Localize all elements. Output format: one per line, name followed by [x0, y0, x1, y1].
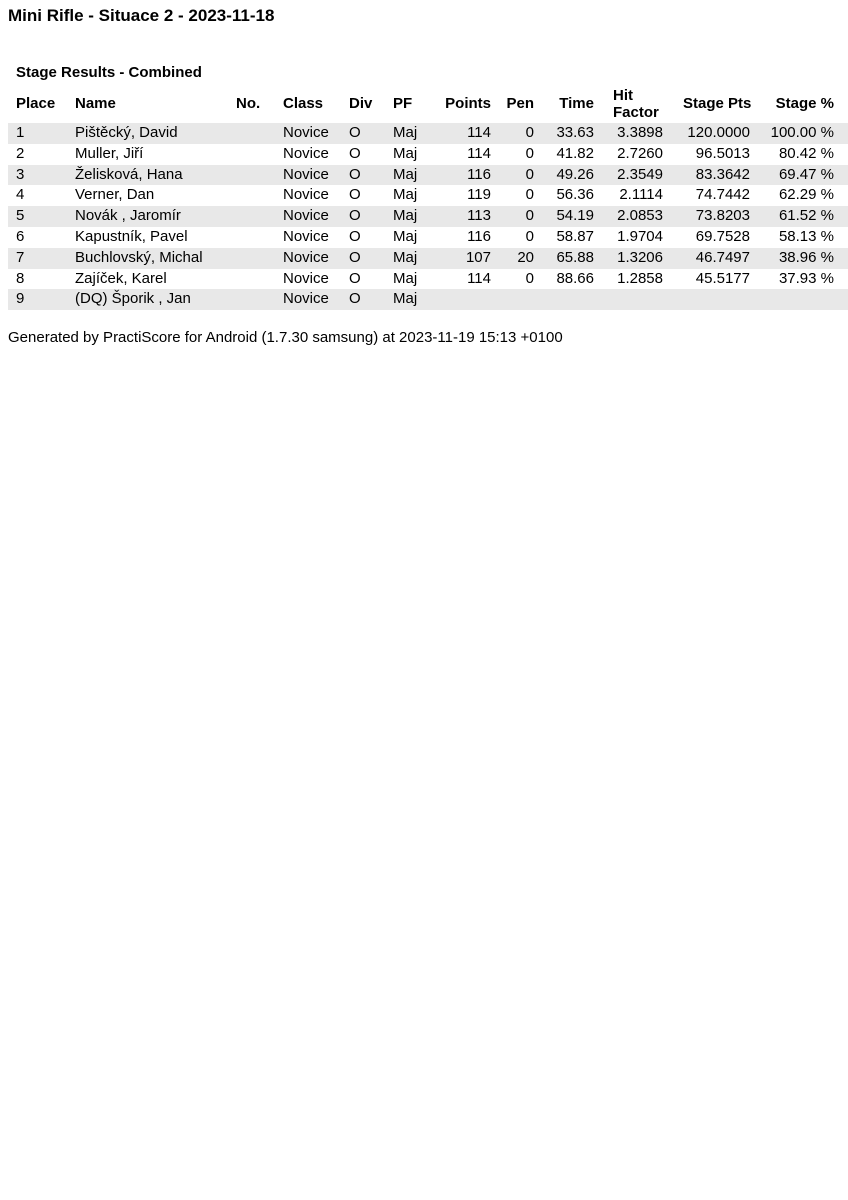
cell-name: Kapustník, Pavel: [75, 227, 188, 245]
cell-time: 49.26: [556, 165, 594, 183]
cell-stage_pts: 46.7497: [695, 248, 750, 266]
cell-place: 9: [16, 290, 25, 308]
cell-stage_pct: 100.00 %: [770, 124, 834, 141]
table-row: [8, 185, 848, 206]
cell-pen: 0: [525, 207, 534, 225]
cell-no: [228, 185, 275, 206]
cell-time: 88.66: [556, 269, 594, 287]
cell-points: 116: [467, 227, 491, 245]
cell-class: Novice: [283, 165, 329, 183]
cell-pen: 20: [517, 248, 534, 266]
cell-div: O: [349, 248, 361, 266]
cell-place: 4: [16, 186, 25, 204]
cell-hit_factor: 3.3898: [617, 124, 663, 141]
cell-no: [228, 248, 275, 269]
cell-div: O: [349, 165, 361, 183]
cell-stage_pts: 96.5013: [695, 144, 750, 162]
cell-points: [432, 289, 491, 310]
column-header-place: Place: [16, 95, 56, 113]
cell-stage_pts: 69.7528: [695, 227, 750, 245]
cell-class: Novice: [283, 290, 329, 308]
cell-pen: 0: [525, 144, 534, 162]
cell-no: [228, 227, 275, 248]
column-header-points: Points: [445, 95, 491, 113]
cell-time: 54.19: [556, 207, 594, 225]
cell-points: 119: [467, 186, 491, 204]
cell-pen: 0: [525, 227, 534, 245]
cell-stage_pts: 73.8203: [695, 207, 750, 225]
table-row: [8, 144, 848, 165]
column-header-pf: PF: [393, 95, 413, 113]
cell-name: (DQ) Šporik , Jan: [75, 290, 191, 308]
cell-points: 114: [467, 269, 491, 287]
cell-stage_pct: 61.52 %: [778, 207, 834, 225]
cell-place: 3: [16, 165, 25, 183]
table-row: [8, 227, 848, 248]
cell-stage_pct: 80.42 %: [778, 144, 834, 162]
cell-pf: Maj: [393, 269, 418, 287]
column-header-pen: Pen: [506, 95, 534, 113]
cell-place: 2: [16, 144, 25, 162]
cell-class: Novice: [283, 269, 329, 287]
column-header-div: Div: [349, 95, 373, 113]
cell-stage_pct: 37.93 %: [778, 269, 834, 287]
cell-pf: Maj: [393, 290, 418, 308]
cell-name: Novák , Jaromír: [75, 207, 181, 225]
table-row: [8, 248, 848, 269]
cell-pen: 0: [525, 124, 534, 141]
table-row: [8, 289, 848, 310]
results-page: [0, 0, 848, 346]
cell-name: Želisková, Hana: [75, 165, 183, 183]
column-header-hit-factor: Hit Factor: [613, 86, 659, 121]
cell-stage_pts: 74.7442: [695, 186, 750, 204]
cell-pf: Maj: [393, 144, 418, 162]
table-row: [8, 206, 848, 227]
cell-pen: 0: [525, 269, 534, 287]
cell-class: Novice: [283, 144, 329, 162]
cell-points: 113: [467, 207, 491, 225]
cell-points: 114: [467, 144, 491, 162]
cell-name: Pištěcký, David: [75, 124, 178, 141]
cell-hit_factor: 2.0853: [617, 207, 663, 225]
cell-place: 6: [16, 227, 25, 245]
cell-pf: Maj: [393, 248, 418, 266]
column-header-time: Time: [559, 95, 594, 113]
results-tbody: [8, 123, 848, 310]
cell-time: [534, 289, 594, 310]
column-header-stage-pct: Stage %: [775, 95, 834, 113]
table-row: [8, 123, 848, 144]
cell-name: Buchlovský, Michal: [75, 248, 203, 266]
cell-points: 107: [465, 248, 491, 266]
cell-div: O: [349, 290, 361, 308]
section-heading: Stage Results - Combined: [16, 64, 202, 81]
table-header-row: [8, 85, 848, 123]
cell-pen: [491, 289, 534, 310]
cell-place: 7: [16, 248, 25, 266]
cell-pf: Maj: [393, 227, 418, 245]
table-row: [8, 165, 848, 186]
page-title: Mini Rifle - Situace 2 - 2023-11-18: [8, 6, 275, 25]
cell-hit_factor: 1.9704: [617, 227, 663, 245]
cell-stage_pts: 83.3642: [695, 165, 750, 183]
cell-points: 114: [467, 124, 491, 141]
cell-div: O: [349, 186, 361, 204]
cell-hit_factor: 1.2858: [617, 269, 663, 287]
cell-no: [228, 165, 275, 186]
cell-hit_factor: 1.3206: [617, 248, 663, 266]
column-header-class: Class: [283, 95, 324, 113]
column-header-stage-pts: Stage Pts: [683, 95, 752, 113]
cell-hit_factor: 2.1114: [619, 186, 663, 204]
cell-stage_pct: [754, 289, 848, 310]
cell-class: Novice: [283, 227, 329, 245]
cell-pf: Maj: [393, 124, 418, 141]
table-row: [8, 269, 848, 290]
cell-name: Verner, Dan: [75, 186, 155, 204]
cell-div: O: [349, 227, 361, 245]
cell-stage_pct: 69.47 %: [778, 165, 834, 183]
cell-div: O: [349, 207, 361, 225]
cell-class: Novice: [283, 124, 329, 141]
cell-stage_pct: 38.96 %: [778, 248, 834, 266]
cell-hit_factor: 2.7260: [617, 144, 663, 162]
column-header-no: No.: [236, 95, 261, 113]
cell-time: 56.36: [556, 186, 594, 204]
cell-name: Muller, Jiří: [75, 144, 144, 162]
cell-stage_pct: 62.29 %: [778, 186, 834, 204]
cell-no: [228, 123, 275, 144]
cell-pen: 0: [525, 186, 534, 204]
cell-hit_factor: 2.3549: [617, 165, 663, 183]
cell-no: [228, 289, 275, 310]
cell-pf: Maj: [393, 186, 418, 204]
cell-place: 5: [16, 207, 25, 225]
cell-class: Novice: [283, 186, 329, 204]
cell-pf: Maj: [393, 207, 418, 225]
cell-class: Novice: [283, 248, 329, 266]
cell-hit_factor: [594, 289, 665, 310]
cell-stage_pts: 45.5177: [695, 269, 750, 287]
cell-pen: 0: [525, 165, 534, 183]
cell-time: 65.88: [556, 248, 594, 266]
column-header-name: Name: [75, 95, 116, 113]
stage-results-table: [8, 85, 848, 310]
cell-class: Novice: [283, 207, 329, 225]
cell-no: [228, 269, 275, 290]
cell-div: O: [349, 269, 361, 287]
generator-footer: Generated by PractiScore for Android (1.7.30 samsung) at 2023-11-19 15:13 +0100: [8, 329, 563, 347]
cell-pf: Maj: [393, 165, 418, 183]
cell-time: 33.63: [556, 124, 594, 141]
cell-time: 41.82: [556, 144, 594, 162]
cell-stage_pts: [665, 289, 754, 310]
cell-time: 58.87: [556, 227, 594, 245]
cell-no: [228, 206, 275, 227]
cell-points: 116: [467, 165, 491, 183]
cell-no: [228, 144, 275, 165]
cell-stage_pts: 120.0000: [687, 124, 750, 141]
cell-div: O: [349, 144, 361, 162]
cell-place: 1: [16, 124, 25, 141]
cell-name: Zajíček, Karel: [75, 269, 167, 287]
cell-div: O: [349, 124, 361, 141]
cell-stage_pct: 58.13 %: [778, 227, 834, 245]
cell-place: 8: [16, 269, 25, 287]
